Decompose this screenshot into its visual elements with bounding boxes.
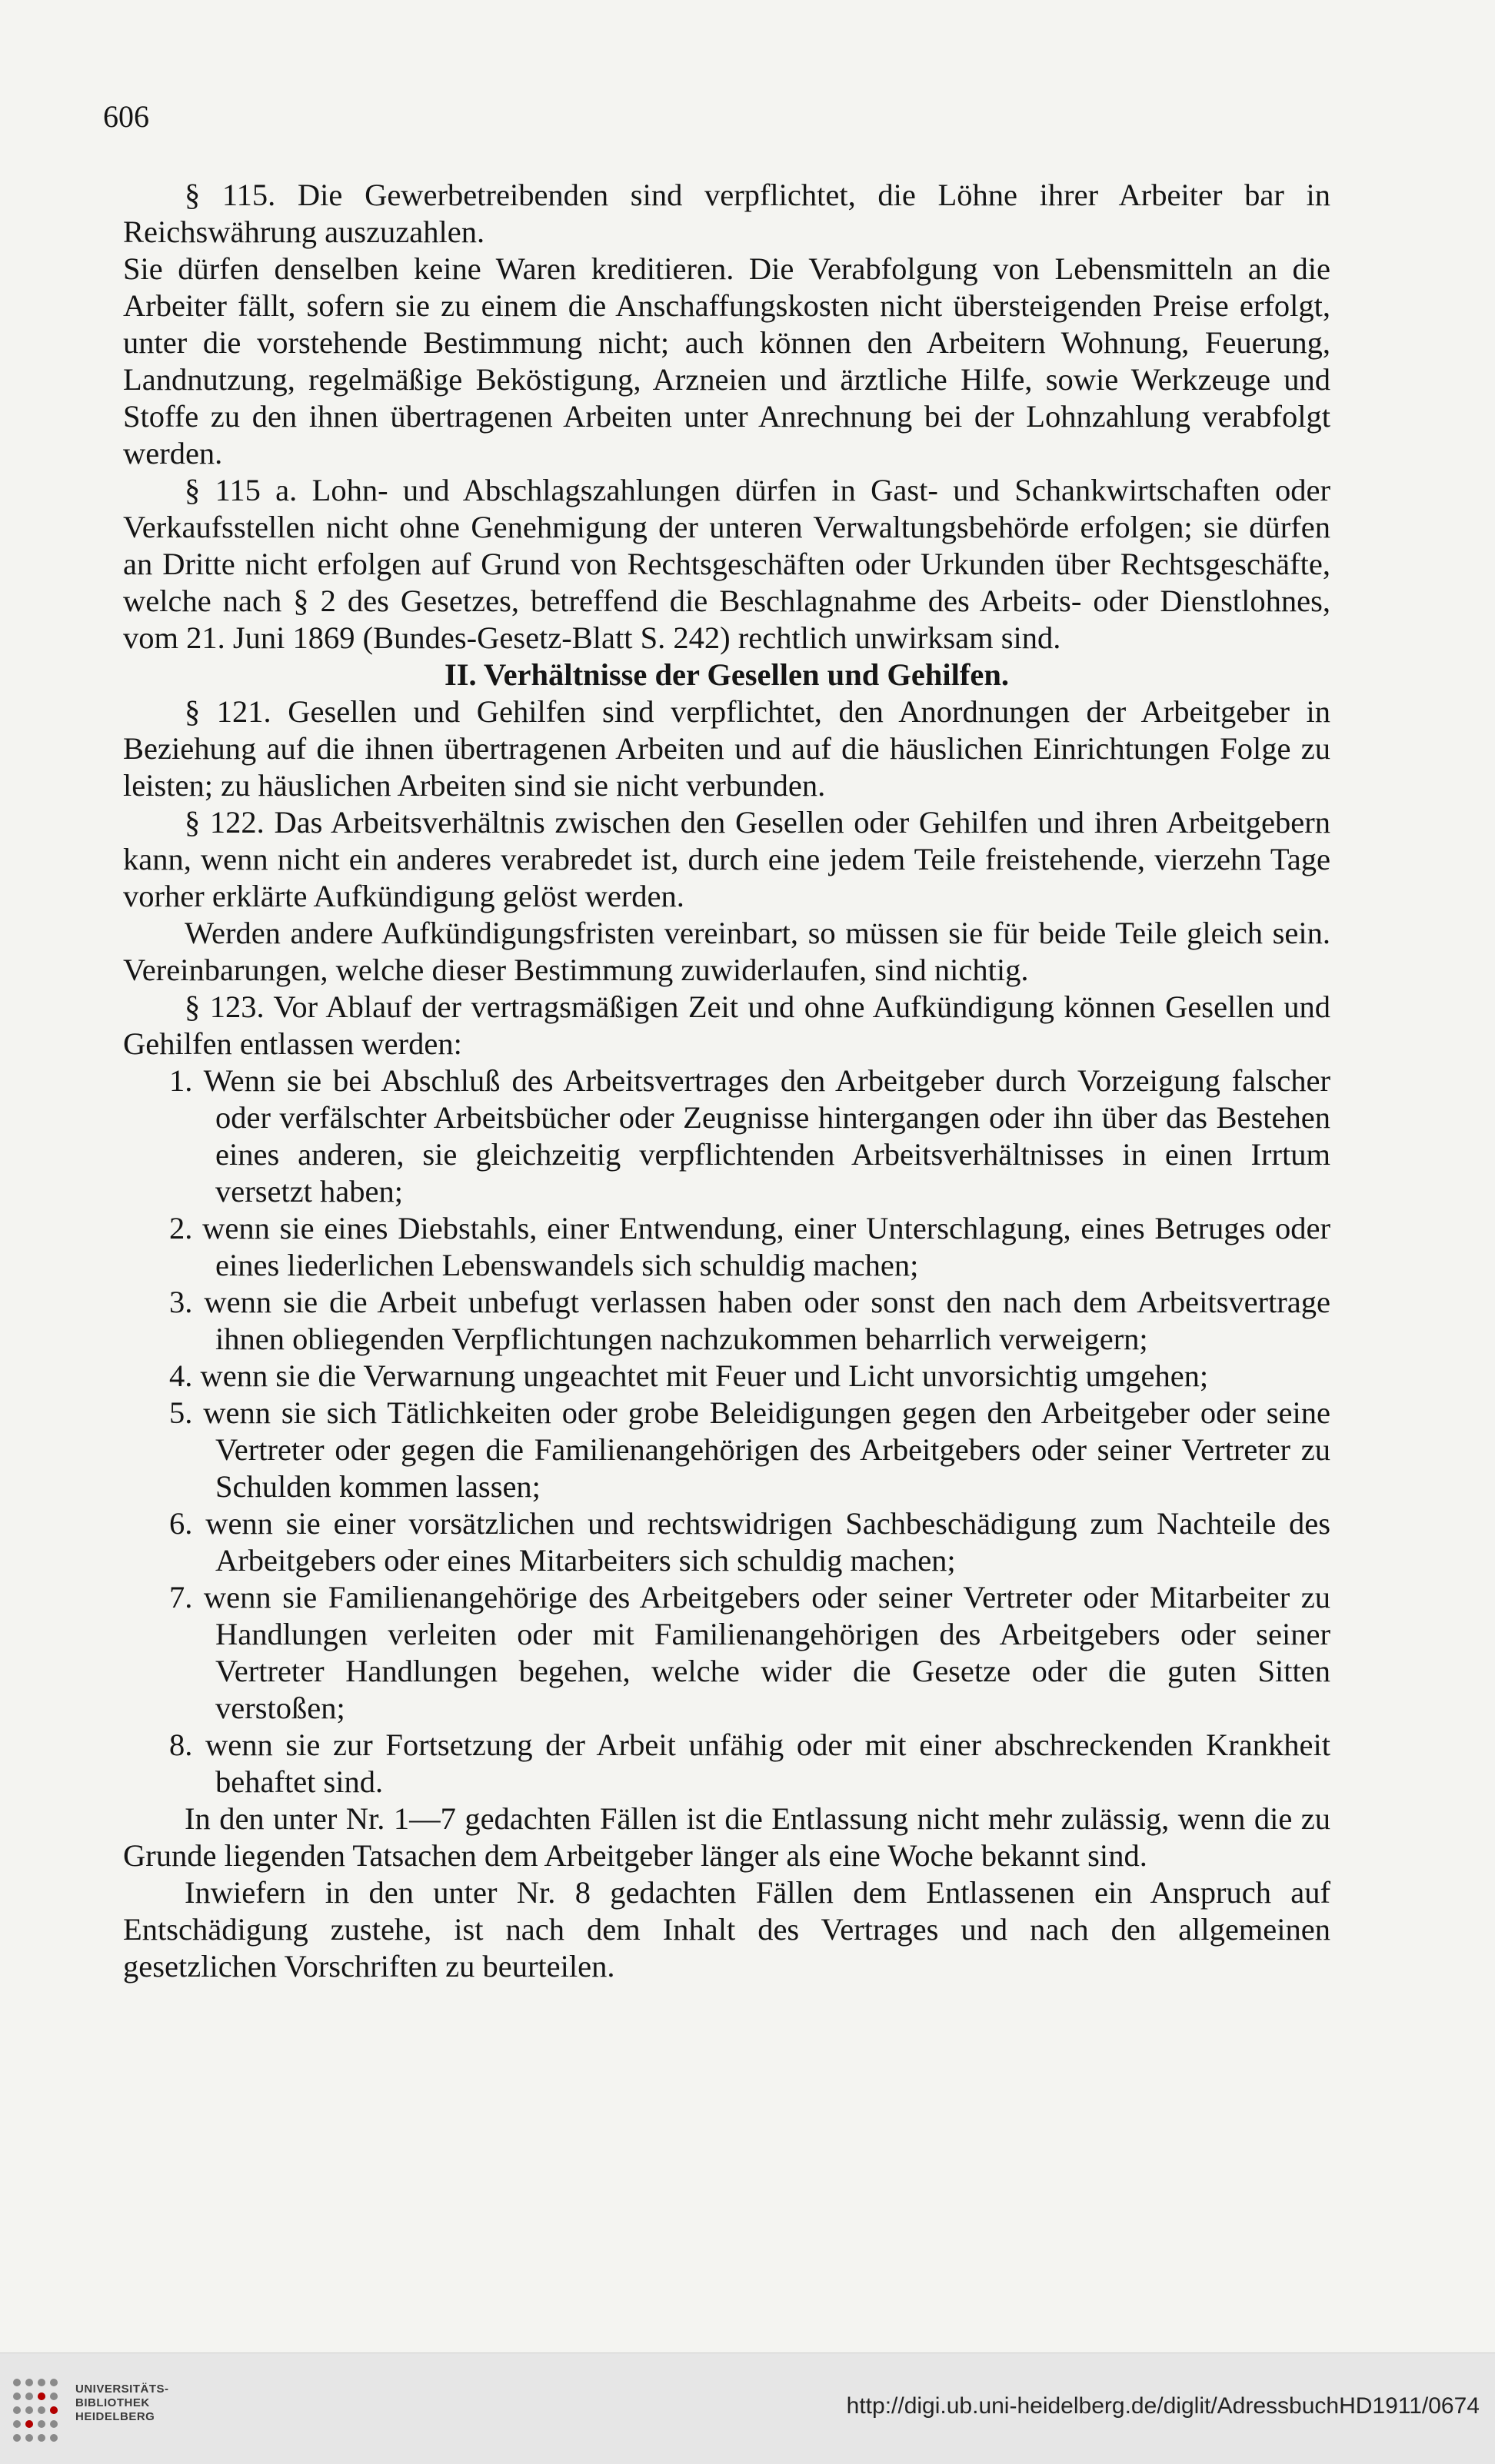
list-item: 1. Wenn sie bei Abschluß des Arbeitsvertrages den Arbeitgeber durch Vorzeigung falscher oder verfälschter Arbeitsbücher oder Zeugnisse hintergangen oder ihn über das Bestehen eines anderen, sie gleichzeitig verpflichtenden Arbeitsverhältnisses in einen Irrtum versetzt haben; [169,1063,1330,1209]
list-item: 6. wenn sie einer vorsätzlichen und rechtswidrigen Sachbeschädigung zum Nachteile des Arbeitgebers oder eines Mitarbeiters sich schuldig machen; [169,1506,1330,1578]
body-text [123,177,1330,1985]
library-name [75,2383,169,2424]
page-number: 606 [103,99,149,134]
paragraph-122-cont: Werden andere Aufkündigungsfristen vereinbart, so müssen sie für beide Teile gleich sein. Vereinbarungen, welche dieser Bestimmung zuwiderlaufen, sind nichtig. [123,916,1330,987]
paragraph-122: § 122. Das Arbeitsverhältnis zwischen den Gesellen oder Gehilfen und ihren Arbeitgebern kann, wenn nicht ein anderes verabredet ist, durch eine jedem Teile freistehende, vierzehn Tage vorher erklärte Aufkündigung gelöst werden. [123,805,1330,913]
library-line: HEIDELBERG [75,2410,155,2423]
list-item: 3. wenn sie die Arbeit unbefugt verlassen haben oder sonst den nach dem Arbeitsvertrage ihnen obliegenden Verpflichtungen nachzukommen beharrlich verweigern; [169,1285,1330,1356]
paragraph-115a: § 115 a. Lohn- und Abschlagszahlungen dürfen in Gast- und Schankwirtschaften oder Verkaufsstellen nicht ohne Genehmigung der unteren Verwaltungsbehörde erfolgen; sie dürfen an Dritte nicht erfolgen auf Grund von Rechtsgeschäften oder Urkunden über Rechtsgeschäfte, welche nach § 2 des Gesetzes, betreffend die Beschlagnahme des Arbeits- oder Dienstlohnes, vom 21. Juni 1869 (Bundes-Gesetz-Blatt S. 242) rechtlich unwirksam sind. [123,473,1330,655]
paragraph-121: § 121. Gesellen und Gehilfen sind verpflichtet, den Anordnungen der Arbeitgeber in Beziehung auf die ihnen übertragenen Arbeiten und auf die häuslichen Einrichtungen Folge zu leisten; zu häuslichen Arbeiten sind sie nicht verbunden. [123,694,1330,803]
paragraph-115-cont: Sie dürfen denselben keine Waren kreditieren. Die Verabfolgung von Lebensmitteln an die Arbeiter fällt, sofern sie zu einem die Anschaffungskosten nicht übersteigenden Preise erfolgt, unter die vorstehende Bestimmung nicht; auch können den Arbeitern Wohnung, Feuerung, Landnutzung, regelmäßige Beköstigung, Arzneien und ärztliche Hilfe, sowie Werkzeuge und Stoffe zu den ihnen übertragenen Arbeiten unter Anrechnung bei der Lohnzahlung verabfolgt werden. [123,251,1330,471]
paragraph-123: § 123. Vor Ablauf der vertragsmäßigen Zeit und ohne Aufkündigung können Gesellen und Gehilfen entlassen werden: [123,989,1330,1061]
library-line: BIBLIOTHEK [75,2396,150,2409]
list-item: 7. wenn sie Familienangehörige des Arbeitgebers oder seiner Vertreter oder Mitarbeiter zu Handlungen verleiten oder mit Familienangehörigen des Arbeitgebers oder seiner Vertreter Handlungen begehen, welche wider die Gesetze oder die guten Sitten verstoßen; [169,1580,1330,1725]
list-item: 2. wenn sie eines Diebstahls, einer Entwendung, einer Unterschlagung, eines Betruges oder eines liederlichen Lebenswandels sich schuldig machen; [169,1211,1330,1282]
list-item: 8. wenn sie zur Fortsetzung der Arbeit unfähig oder mit einer abschreckenden Krankheit behaftet sind. [169,1727,1330,1799]
university-library-logo [6,2373,69,2450]
list-item: 5. wenn sie sich Tätlichkeiten oder grobe Beleidigungen gegen den Arbeitgeber oder seine Vertreter oder gegen die Familienangehörigen des Arbeitgebers oder seiner Vertreter zu Schulden kommen lassen; [169,1395,1330,1504]
list-item: 4. wenn sie die Verwarnung ungeachtet mit Feuer und Licht unvorsichtig umgehen; [169,1358,1209,1393]
section-heading: II. Verhältnisse der Gesellen und Gehilfen. [445,657,1009,692]
paragraph-closing-2: Inwiefern in den unter Nr. 8 gedachten Fällen dem Entlassenen ein Anspruch auf Entschädigung zustehe, ist nach dem Inhalt des Vertrages und nach den allgemeinen gesetzlichen Vorschriften zu beurteilen. [123,1875,1330,1984]
viewer-footer [0,2353,1495,2464]
source-url-link[interactable]: http://digi.ub.uni-heidelberg.de/diglit/AdressbuchHD1911/0674 [846,2393,1480,2419]
library-line: UNIVERSITÄTS- [75,2383,169,2396]
paragraph-115: § 115. Die Gewerbetreibenden sind verpflichtet, die Löhne ihrer Arbeiter bar in Reichswährung auszuzahlen. [123,178,1330,249]
paragraph-closing-1: In den unter Nr. 1—7 gedachten Fällen ist die Entlassung nicht mehr zulässig, wenn die zu Grunde liegenden Tatsachen dem Arbeitgeber länger als eine Woche bekannt sind. [123,1801,1330,1873]
